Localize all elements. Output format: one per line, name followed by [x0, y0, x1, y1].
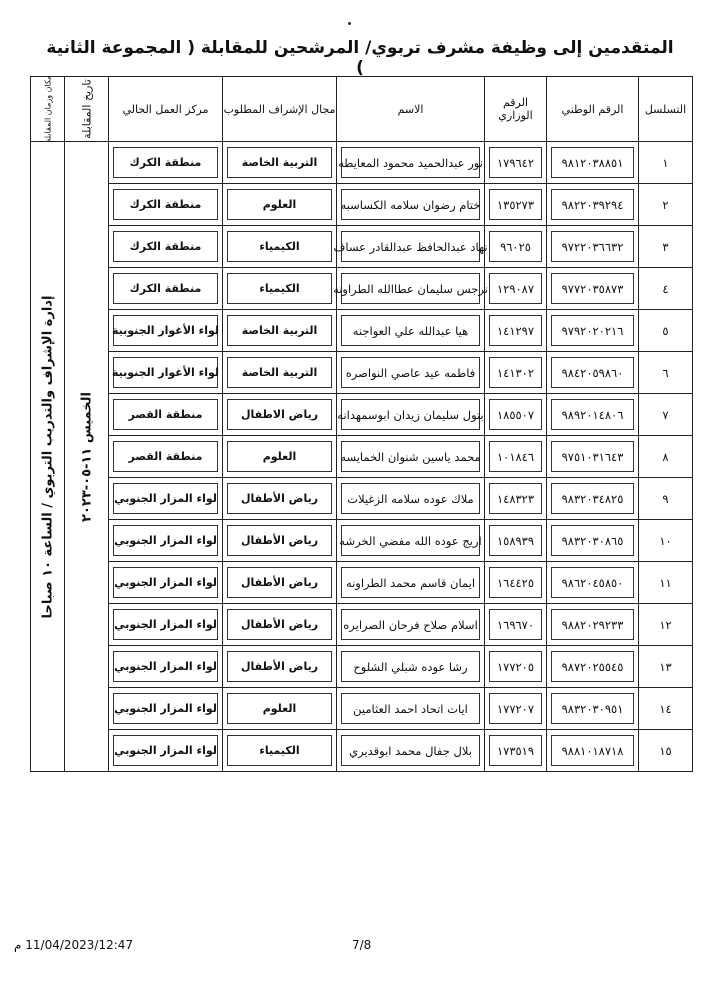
cell-national-id-value: ٩٧٢٢٠٣٦٦٣٢: [551, 231, 634, 262]
cell-center-value: لواء المزار الجنوبي: [113, 651, 218, 682]
cell-ministry-id: [485, 562, 547, 604]
cell-ministry-id: [485, 226, 547, 268]
cell-national-id-value: ٩٧٧٢٠٣٥٨٧٣: [551, 273, 634, 304]
cell-national-id: [547, 562, 639, 604]
cell-name-value: اسلام صلاح فرحان الصرايره: [341, 609, 480, 640]
cell-serial: [639, 478, 693, 520]
cell-name-value: محمد ياسين شنوان الخمايسه: [341, 441, 480, 472]
cell-national-id-value: ٩٨٧٢٠٢٥٥٤٥: [551, 651, 634, 682]
cell-serial-value: ١: [662, 155, 669, 170]
cell-national-id-value: ٩٨٨١٠١٨٧١٨: [551, 735, 634, 766]
cell-ministry-id-value: ١٧٧٢٠٥: [489, 651, 542, 682]
cell-center-value: لواء المزار الجنوبي: [113, 483, 218, 514]
cell-ministry-id: [485, 310, 547, 352]
cell-ministry-id: [485, 436, 547, 478]
cell-center-value: لواء المزار الجنوبي: [113, 525, 218, 556]
cell-serial: [639, 142, 693, 184]
cell-serial-value: ١٢: [659, 617, 672, 632]
cell-name: [337, 184, 485, 226]
cell-center: [109, 436, 223, 478]
cell-center: [109, 562, 223, 604]
cell-center: [109, 142, 223, 184]
cell-ministry-id: [485, 520, 547, 562]
cell-center: [109, 352, 223, 394]
cell-serial: [639, 436, 693, 478]
header-center: مركز العمل الحالي: [109, 77, 223, 142]
table-row: [31, 604, 693, 646]
cell-field-value: رياض الأطفال: [227, 609, 332, 640]
cell-name-value: نور عبدالحميد محمود المعايطه: [341, 147, 480, 178]
cell-national-id: [547, 730, 639, 772]
cell-ministry-id: [485, 394, 547, 436]
cell-ministry-id-value: ١٤١٣٠٢: [489, 357, 542, 388]
cell-national-id: [547, 520, 639, 562]
cell-national-id-value: ٩٧٥١٠٣١٦٤٣: [551, 441, 634, 472]
cell-serial-value: ٩: [662, 491, 669, 506]
header-ministry-id: الرقم الوزاري: [485, 77, 547, 142]
cell-center: [109, 478, 223, 520]
cell-name-value: ختام رضوان سلامه الكساسبه: [341, 189, 480, 220]
table-row: [31, 688, 693, 730]
cell-national-id: [547, 478, 639, 520]
cell-center-value: منطقة الكرك: [113, 147, 218, 178]
table-row: [31, 730, 693, 772]
cell-center: [109, 184, 223, 226]
cell-serial-value: ٢: [662, 197, 669, 212]
cell-serial: [639, 562, 693, 604]
cell-serial: [639, 268, 693, 310]
cell-field-value: التربية الخاصة: [227, 357, 332, 388]
table-row: [31, 268, 693, 310]
table-row: [31, 646, 693, 688]
cell-name-value: رشا عوده شبلي الشلوح: [341, 651, 480, 682]
cell-national-id-value: ٩٨١٢٠٣٨٨٥١: [551, 147, 634, 178]
cell-name: [333, 268, 488, 310]
cell-field-value: رياض الأطفال: [227, 525, 332, 556]
cell-field: [223, 562, 337, 604]
cell-center-value: منطقة القصر: [113, 441, 218, 472]
table-row: [31, 562, 693, 604]
cell-serial-value: ٥: [662, 323, 669, 338]
cell-serial: [639, 184, 693, 226]
cell-field: [223, 142, 337, 184]
cell-field: [223, 352, 337, 394]
cell-name: [337, 142, 485, 184]
cell-name-value: ايمان قاسم محمد الطراونه: [341, 567, 480, 598]
table-row: [31, 184, 693, 226]
cell-serial-value: ٦: [662, 365, 669, 380]
cell-name: [337, 730, 485, 772]
cell-serial: [639, 646, 693, 688]
cell-national-id-value: ٩٨٣٢٠٣٠٩٥١: [551, 693, 634, 724]
cell-center: [109, 604, 223, 646]
header-serial: التسلسل: [639, 77, 693, 142]
cell-national-id: [547, 184, 639, 226]
cell-field-value: العلوم: [227, 441, 332, 472]
cell-national-id: [547, 646, 639, 688]
cell-national-id-value: ٩٨٩٢٠١٤٨٠٦: [551, 399, 634, 430]
cell-ministry-id: [485, 730, 547, 772]
cell-ministry-id: [485, 646, 547, 688]
cell-serial-value: ٣: [662, 239, 669, 254]
header-date-label: تاريخ المقابلة: [80, 79, 93, 139]
cell-center-value: لواء الأغوار الجنوبية: [113, 357, 218, 388]
cell-serial: [639, 310, 693, 352]
cell-serial-value: ٨: [662, 449, 669, 464]
cell-center: [109, 310, 223, 352]
cell-center: [109, 730, 223, 772]
cell-ministry-id-value: ١٨٥٥٠٧: [489, 399, 542, 430]
table-header-row: [31, 77, 693, 142]
cell-center-value: لواء الأغوار الجنوبية: [113, 315, 218, 346]
interview-place: إدارة الإشراف والتدريب التربوي / الساعة ١٠ صباحا: [40, 295, 55, 618]
cell-name-value: بلال جفال محمد ابوقديري: [341, 735, 480, 766]
header-place: [31, 77, 65, 142]
cell-national-id-value: ٩٨٦٢٠٤٥٨٥٠: [551, 567, 634, 598]
cell-ministry-id-value: ١٤٨٣٢٣: [489, 483, 542, 514]
cell-field-value: العلوم: [227, 693, 332, 724]
cell-name-value: اريج عوده الله مفضي الخرشه: [341, 525, 480, 556]
cell-field-value: رياض الأطفال: [227, 651, 332, 682]
cell-ministry-id: [485, 184, 547, 226]
cell-ministry-id: [485, 604, 547, 646]
cell-national-id-value: ٩٨٣٢٠٣٤٨٢٥: [551, 483, 634, 514]
cell-name-value: فاطمه عيد عاصي النواصره: [341, 357, 480, 388]
cell-ministry-id: [485, 478, 547, 520]
cell-field-value: الكيمياء: [227, 273, 332, 304]
cell-center: [109, 226, 223, 268]
cell-national-id: [547, 436, 639, 478]
cell-name: [337, 478, 485, 520]
cell-center-value: منطقة القصر: [113, 399, 218, 430]
table-row: [31, 310, 693, 352]
header-national-id: الرقم الوطني: [547, 77, 639, 142]
cell-ministry-id-value: ١٣٥٢٧٣: [489, 189, 542, 220]
cell-national-id: [547, 226, 639, 268]
cell-ministry-id-value: ١٧٩٦٤٢: [489, 147, 542, 178]
cell-ministry-id-value: ١٠١٨٤٦: [489, 441, 542, 472]
cell-national-id: [547, 394, 639, 436]
cell-national-id: [547, 688, 639, 730]
cell-field: [223, 268, 337, 310]
cell-field: [223, 688, 337, 730]
table-row: [31, 520, 693, 562]
cell-field-value: رياض الأطفال: [227, 483, 332, 514]
cell-field-value: التربية الخاصة: [227, 147, 332, 178]
header-field: مجال الإشراف المطلوب: [223, 77, 337, 142]
cell-center-value: منطقة الكرك: [113, 189, 218, 220]
cell-name: [337, 310, 485, 352]
cell-ministry-id-value: ١٤١٢٩٧: [489, 315, 542, 346]
table-body: [31, 142, 693, 772]
cell-name-value: هيا عبدالله علي العواجنه: [341, 315, 480, 346]
cell-name-value: نهاد عبدالحافظ عبدالقادر عساف: [341, 231, 480, 262]
cell-ministry-id-value: ١٧٣٥١٩: [489, 735, 542, 766]
cell-field-value: الكيمياء: [227, 735, 332, 766]
cell-field-value: رياض الاطفال: [227, 399, 332, 430]
cell-field: [223, 478, 337, 520]
header-date: [65, 77, 109, 142]
cell-serial-value: ٤: [662, 281, 669, 296]
cell-ministry-id-value: ١٢٩٠٨٧: [489, 273, 542, 304]
table-row: [31, 352, 693, 394]
cell-center: [109, 394, 223, 436]
cell-center: [109, 688, 223, 730]
interview-date: الخميس ١١-٠٥-٢٠٢٣: [79, 391, 94, 522]
cell-ministry-id-value: ٩٦٠٢٥: [489, 231, 542, 262]
cell-name: [337, 394, 485, 436]
cell-field: [223, 184, 337, 226]
page-title: المتقدمين إلى وظيفة مشرف تربوي/ المرشحين للمقابلة ( المجموعة الثانية ): [46, 38, 674, 78]
cell-center: [109, 646, 223, 688]
cell-serial: [639, 352, 693, 394]
cell-field: [223, 436, 337, 478]
cell-field: [223, 520, 337, 562]
cell-center: [109, 268, 223, 310]
cell-serial-value: ١١: [659, 575, 672, 590]
cell-name: [337, 604, 485, 646]
cell-national-id: [547, 310, 639, 352]
cell-serial: [639, 604, 693, 646]
scan-dot: [348, 22, 351, 25]
cell-center-value: لواء المزار الجنوبي: [113, 693, 218, 724]
cell-national-id-value: ٩٨٨٢٠٢٩٢٣٣: [551, 609, 634, 640]
cell-national-id-value: ٩٨٣٢٠٣٠٨٦٥: [551, 525, 634, 556]
table-row: [31, 436, 693, 478]
cell-serial-value: ١٠: [659, 533, 672, 548]
cell-field: [223, 646, 337, 688]
table-row: [31, 394, 693, 436]
cell-serial-value: ٧: [662, 407, 669, 422]
cell-interview-date: [65, 142, 109, 772]
table-row: [31, 226, 693, 268]
cell-ministry-id: [485, 142, 547, 184]
cell-serial-value: ١٥: [659, 743, 672, 758]
cell-ministry-id: [485, 688, 547, 730]
cell-ministry-id-value: ١٦٤٤٢٥: [489, 567, 542, 598]
cell-serial-value: ١٣: [659, 659, 672, 674]
cell-national-id: [547, 604, 639, 646]
candidates-table: [30, 76, 693, 772]
cell-name: [333, 226, 488, 268]
cell-field-value: رياض الأطفال: [227, 567, 332, 598]
cell-ministry-id: [485, 352, 547, 394]
cell-national-id: [547, 142, 639, 184]
cell-center-value: لواء المزار الجنوبي: [113, 567, 218, 598]
cell-national-id-value: ٩٨٤٢٠٥٩٨٦٠: [551, 357, 634, 388]
header-place-label: مكان وزمان المقابلة: [43, 75, 52, 143]
cell-field: [223, 226, 337, 268]
table-row: [31, 478, 693, 520]
cell-center-value: منطقة الكرك: [113, 231, 218, 262]
cell-field-value: العلوم: [227, 189, 332, 220]
cell-field: [223, 730, 337, 772]
cell-name: [337, 352, 485, 394]
cell-national-id: [547, 268, 639, 310]
cell-interview-place: [31, 142, 65, 772]
cell-serial: [639, 226, 693, 268]
cell-ministry-id-value: ١٦٩٦٧٠: [489, 609, 542, 640]
cell-name-value: نرجس سليمان عطاالله الطراونه: [341, 273, 480, 304]
cell-serial: [639, 688, 693, 730]
cell-field: [223, 604, 337, 646]
cell-national-id-value: ٩٧٩٢٠٢٠٢١٦: [551, 315, 634, 346]
cell-field: [223, 394, 337, 436]
cell-serial: [639, 520, 693, 562]
cell-name-value: ملاك عوده سلامه الزغيلات: [341, 483, 480, 514]
print-timestamp: 11/04/2023/12:47 م: [14, 938, 134, 952]
cell-name: [337, 520, 485, 562]
cell-name-value: ايات اتحاد احمد العثامين: [341, 693, 480, 724]
page-number: 7/8: [352, 938, 372, 952]
cell-field-value: الكيمياء: [227, 231, 332, 262]
cell-ministry-id: [485, 268, 547, 310]
cell-serial: [639, 730, 693, 772]
cell-serial-value: ١٤: [659, 701, 672, 716]
cell-national-id-value: ٩٨٢٢٠٣٩٢٩٤: [551, 189, 634, 220]
cell-name: [337, 646, 485, 688]
cell-center-value: لواء المزار الجنوبي: [113, 609, 218, 640]
cell-center: [109, 520, 223, 562]
cell-ministry-id-value: ١٥٨٩٣٩: [489, 525, 542, 556]
cell-name: [337, 688, 485, 730]
header-name: الاسم: [337, 77, 485, 142]
cell-name-value: بتول سليمان زيدان ابوسمهدانه: [341, 399, 480, 430]
table-row: [31, 142, 693, 184]
cell-name: [337, 562, 485, 604]
cell-ministry-id-value: ١٧٧٢٠٧: [489, 693, 542, 724]
cell-field-value: التربية الخاصة: [227, 315, 332, 346]
cell-center-value: منطقة الكرك: [113, 273, 218, 304]
cell-center-value: لواء المزار الجنوبي: [113, 735, 218, 766]
cell-name: [337, 436, 485, 478]
cell-field: [223, 310, 337, 352]
cell-serial: [639, 394, 693, 436]
cell-national-id: [547, 352, 639, 394]
